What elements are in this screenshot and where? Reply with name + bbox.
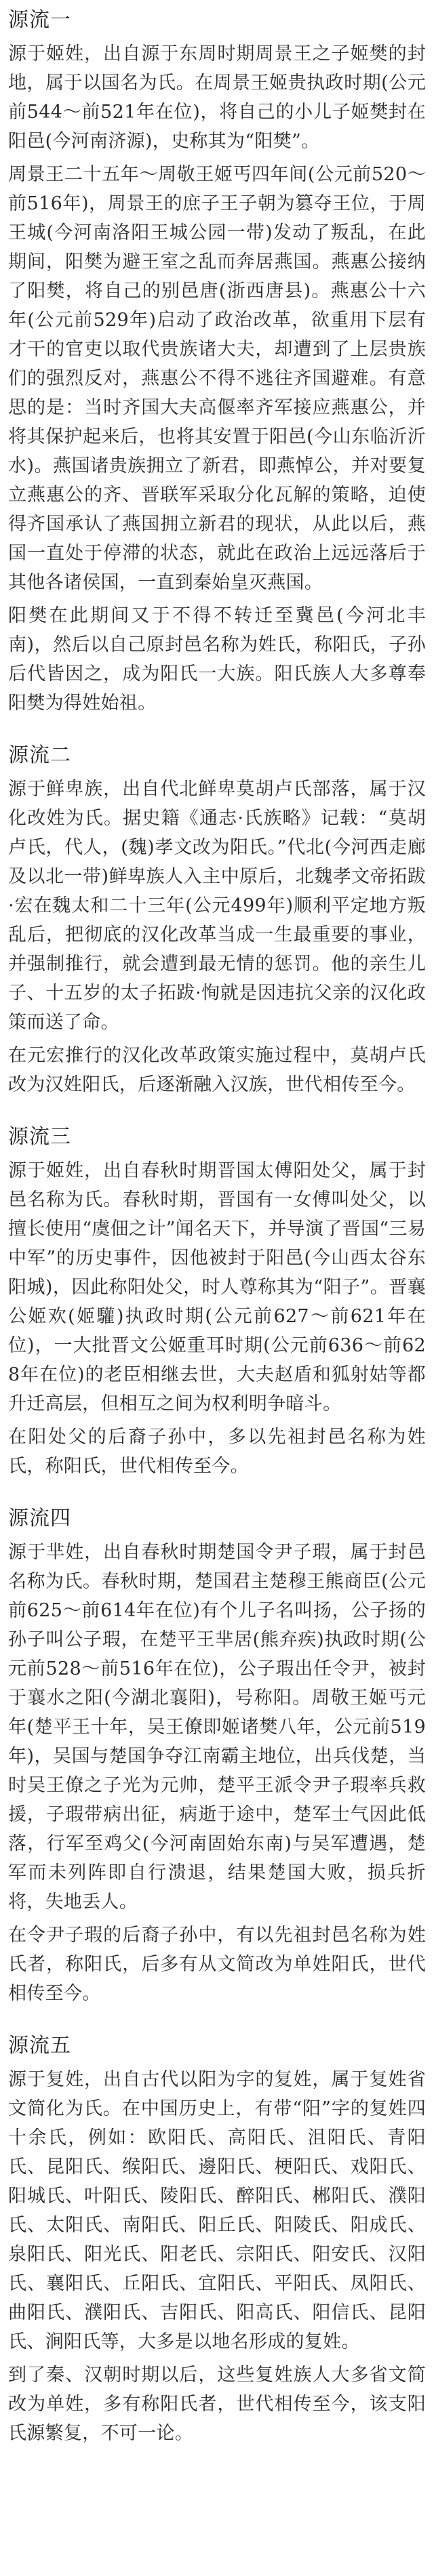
- section-title: 源流五: [8, 2034, 71, 2058]
- section-title: 源流三: [8, 1125, 71, 1149]
- section-title: 源流一: [8, 8, 71, 32]
- section-title: 源流四: [8, 1507, 71, 1530]
- origin-section-4: [8, 1504, 426, 2008]
- section-title: 源流二: [8, 743, 71, 767]
- paragraph: 在令尹子瑕的后裔子孙中，有以先祖封邑名称为姓氏者，称阳氏，后多有从文简改为单姓阳氏，世代相传至今。: [8, 1925, 426, 2004]
- paragraph: 在阳处父的后裔子孙中，多以先祖封邑名称为姓氏，称阳氏，世代相传至今。: [8, 1427, 426, 1477]
- paragraph: 源于复姓，出自古代以阳为字的复姓，属于复姓省文简化为氏。在中国历史上，有带“阳”字的复姓四十余氏，例如：欧阳氏、高阳氏、沮阳氏、青阳氏、昆阳氏、缑阳氏、邊阳氏、梗阳氏、戏阳氏、阳城氏、叶阳氏、陵阳氏、醉阳氏、郴阳氏、濮阳氏、太阳氏、南阳氏、阳丘氏、阳陵氏、阳成氏、泉阳氏、阳光氏、阳老氏、宗阳氏、阳安氏、汉阳氏、襄阳氏、丘阳氏、宜阳氏、平阳氏、凤阳氏、曲阳氏、濮阳氏、吉阳氏、阳高氏、阳信氏、昆阳氏、涧阳氏等，大多是以地名形成的复姓。: [8, 2069, 426, 2352]
- paragraph: 到了秦、汉朝时期以后，这些复姓族人大多省文简改为单姓，多有称阳氏者，世代相传至今，该支阳氏源繁复，不可一论。: [8, 2365, 426, 2444]
- origin-section-3: [8, 1122, 426, 1481]
- paragraph: 源于鲜卑族，出自代北鲜卑莫胡卢氏部落，属于汉化改姓为氏。据史籍《通志·氏族略》记载：“莫胡卢氏，代人，(魏)孝文改为阳氏。”代北(今河西走廊及以北一带)鲜卑族人入主中原后，北魏孝文帝拓跋·宏在魏太和二十三年(公元499年)顺利平定地方叛乱后，把彻底的汉化改革当成一生最重要的事业，并强制推行，就会遭到最无情的惩罚。他的亲生儿子、十五岁的太子拓跋·恂就是因违抗父亲的汉化政策而送了命。: [8, 779, 426, 1033]
- origin-section-1: [8, 5, 426, 718]
- origin-section-5: [8, 2031, 426, 2448]
- paragraph: 阳樊在此期间又于不得不转迁至冀邑(今河北丰南)，然后以自己原封邑名称为姓氏，称阳氏，子孙后代皆因之，成为阳氏一大族。阳氏族人大多尊奉阳樊为得姓始祖。: [8, 605, 426, 714]
- paragraph: 源于姬姓，出自源于东周时期周景王之子姬樊的封地，属于以国名为氏。在周景王姬贵执政时期(公元前544～前521年在位)，将自己的小儿子姬樊封在阳邑(今河南济源)，史称其为“阳樊”。: [8, 43, 426, 152]
- origin-section-2: [8, 741, 426, 1099]
- paragraph: 源于芈姓，出自春秋时期楚国令尹子瑕，属于封邑名称为氏。春秋时期，楚国君主楚穆王熊商臣(公元前625～前614年在位)有个儿子名叫扬，公子扬的孙子叫公子瑕，在楚平王芈居(熊弃疾)执政时期(公元前528～前516年在位)，公子瑕出任令尹，被封于襄水之阳(今湖北襄阳)，号称阳。周敬王姬丐元年(楚平王十年，吴王僚即姬诸樊八年，公元前519年)，吴国与楚国争夺江南霸主地位，出兵伐楚，当时吴王僚之子光为元帅，楚平王派令尹子瑕率兵救援，子瑕带病出征，病逝于途中，楚军士气因此低落，行军至鸡父(今河南固始东南)与吴军遭遇，楚军而未列阵即自行溃退，结果楚国大败，损兵折将，失地丢人。: [8, 1542, 426, 1913]
- paragraph: 周景王二十五年～周敬王姬丐四年间(公元前520～前516年)，周景王的庶子王子朝为篡夺王位，于周王城(今河南洛阳王城公园一带)发动了叛乱，在此期间，阳樊为避王室之乱而奔居燕国。燕惠公接纳了阳樊，将自己的别邑唐(浙西唐县)。燕惠公十六年(公元前529年)启动了政治改革，欲重用下层有才干的官吏以取代贵族诸大夫，却遭到了上层贵族们的强烈反对，燕惠公不得不逃往齐国避难。有意思的是：当时齐国大夫高偃率齐军接应燕惠公，并将其保护起来后，也将其安置于阳邑(今山东临沂沂水)。燕国诸贵族拥立了新君，即燕悼公，并对要复立燕惠公的齐、晋联军采取分化瓦解的策略，迫使得齐国承认了燕国拥立新君的现状，从此以后，燕国一直处于停滞的状态，就此在政治上远远落后于其他各诸侯国，一直到秦始皇灭燕国。: [8, 164, 426, 593]
- paragraph: 在元宏推行的汉化改革政策实施过程中，莫胡卢氏改为汉姓阳氏，后逐渐融入汉族，世代相传至今。: [8, 1045, 426, 1095]
- paragraph: 源于姬姓，出自春秋时期晋国太傅阳处父，属于封邑名称为氏。春秋时期，晋国有一女傅叫处父，以擅长使用“虞佃之计”闻名天下，并导演了晋国“三易中军”的历史事件，因他被封于阳邑(今山西太谷东阳城)，因此称阳处父，时人尊称其为“阳子”。晋襄公姬欢(姬驩)执政时期(公元前627～前621年在位)，一大批晋文公姬重耳时期(公元前636～前628年在位)的老臣相继去世，大夫赵盾和狐射姑等都升迁高层，但相互之间为权利明争暗斗。: [8, 1160, 426, 1414]
